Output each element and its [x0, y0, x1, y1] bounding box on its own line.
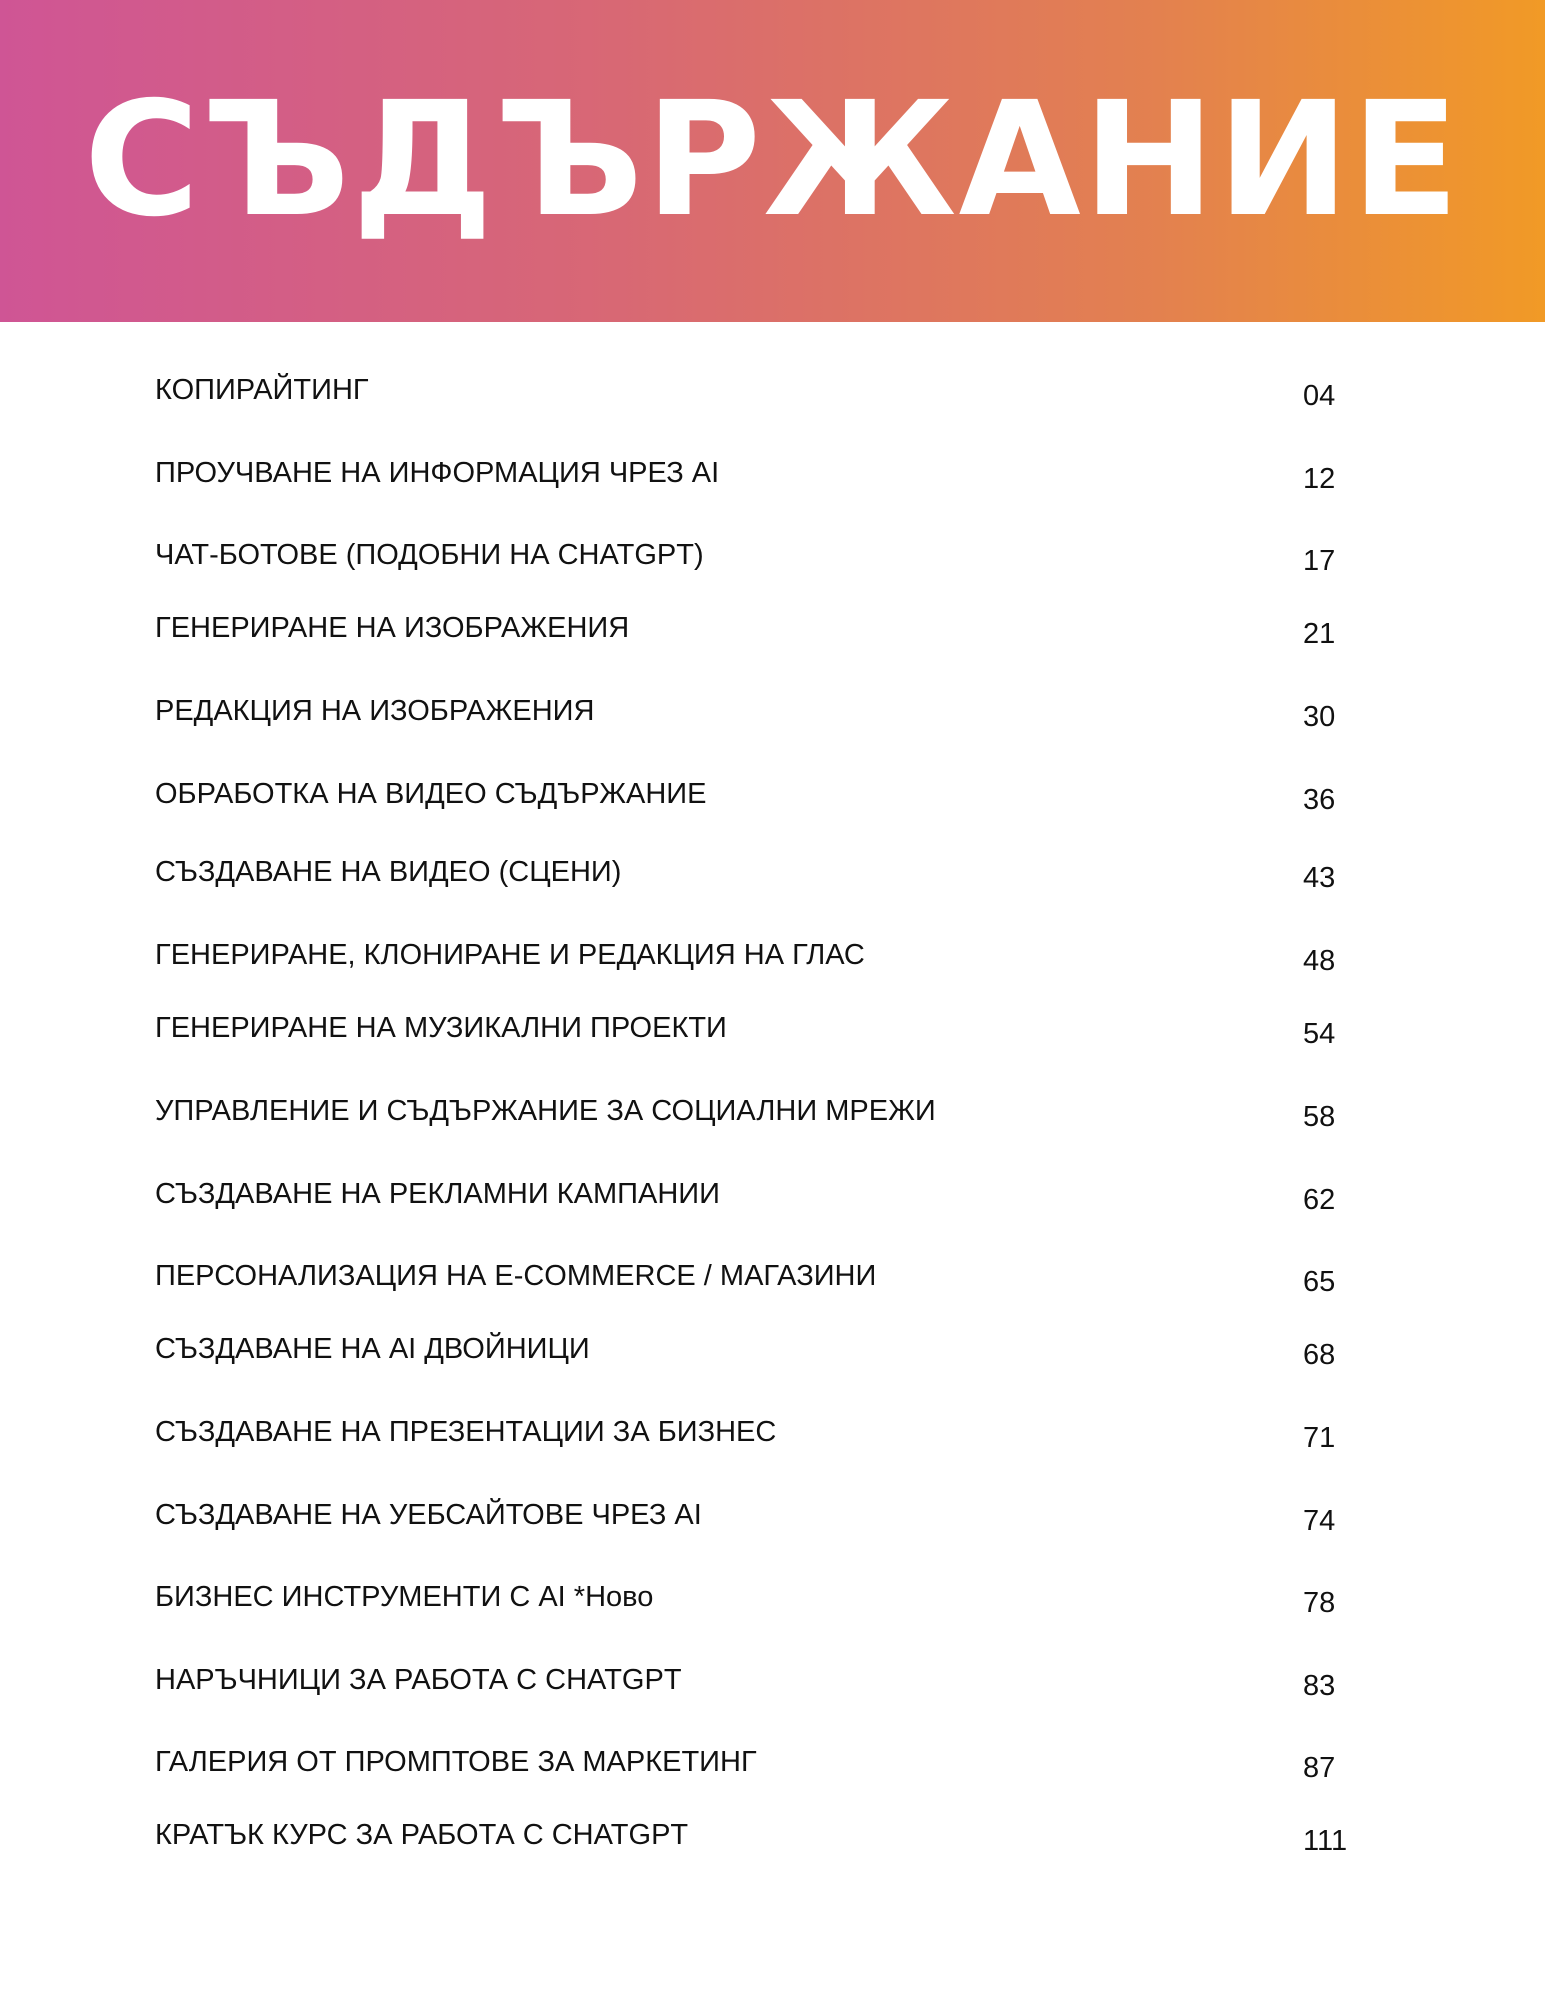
toc-item-page: 111 [1303, 1825, 1348, 1857]
toc-item-page: 87 [1303, 1752, 1336, 1784]
toc-item[interactable] [0, 691, 1545, 741]
toc-item[interactable] [0, 1495, 1545, 1545]
toc-item-page: 17 [1303, 545, 1336, 577]
toc-item[interactable] [0, 1008, 1545, 1058]
toc-item-label: ГАЛЕРИЯ ОТ ПРОМПТОВЕ ЗА МАРКЕТИНГ [155, 1746, 757, 1778]
toc-item[interactable] [0, 1412, 1545, 1462]
toc-item-page: 48 [1303, 945, 1336, 977]
toc-item-page: 62 [1303, 1184, 1336, 1216]
toc-item-label: БИЗНЕС ИНСТРУМЕНТИ С AI *Ново [155, 1581, 654, 1613]
toc-item[interactable] [0, 1815, 1545, 1865]
toc-item[interactable] [0, 453, 1545, 503]
toc-item-label: ЧАТ-БОТОВЕ (ПОДОБНИ НА CHATGPT) [155, 539, 704, 571]
toc-item-label: ГЕНЕРИРАНЕ НА МУЗИКАЛНИ ПРОЕКТИ [155, 1012, 727, 1044]
toc-item[interactable] [0, 370, 1545, 420]
toc-item-label: СЪЗДАВАНЕ НА УЕБСАЙТОВЕ ЧРЕЗ AI [155, 1499, 702, 1531]
toc-item-page: 71 [1303, 1422, 1336, 1454]
toc-item-label: КРАТЪК КУРС ЗА РАБОТА С CHATGPT [155, 1819, 689, 1851]
toc-item[interactable] [0, 774, 1545, 824]
toc-item-page: 65 [1303, 1266, 1336, 1298]
toc-item[interactable] [0, 1742, 1545, 1792]
toc-item-label: ПРОУЧВАНЕ НА ИНФОРМАЦИЯ ЧРЕЗ AI [155, 457, 720, 489]
toc-item-page: 78 [1303, 1587, 1336, 1619]
toc-item[interactable] [0, 1174, 1545, 1224]
toc-item-label: СЪЗДАВАНЕ НА РЕКЛАМНИ КАМПАНИИ [155, 1178, 720, 1210]
toc-item-label: ГЕНЕРИРАНЕ, КЛОНИРАНЕ И РЕДАКЦИЯ НА ГЛАС [155, 939, 865, 971]
toc-item-label: ПЕРСОНАЛИЗАЦИЯ НА E-COMMERCE / МАГАЗИНИ [155, 1260, 877, 1292]
toc-item-page: 21 [1303, 618, 1336, 650]
toc-item-page: 04 [1303, 380, 1336, 412]
toc-item-label: КОПИРАЙТИНГ [155, 374, 369, 406]
toc-item-page: 12 [1303, 463, 1336, 495]
toc-item-label: НАРЪЧНИЦИ ЗА РАБОТА С CHATGPT [155, 1664, 682, 1696]
toc-item-label: РЕДАКЦИЯ НА ИЗОБРАЖЕНИЯ [155, 695, 595, 727]
toc-item-page: 43 [1303, 862, 1336, 894]
toc-item[interactable] [0, 535, 1545, 585]
toc-item-label: ГЕНЕРИРАНЕ НА ИЗОБРАЖЕНИЯ [155, 612, 630, 644]
toc-item-page: 30 [1303, 701, 1336, 733]
toc-item[interactable] [0, 1329, 1545, 1379]
toc-item[interactable] [0, 852, 1545, 902]
toc-item-page: 74 [1303, 1505, 1336, 1537]
toc-item-label: СЪЗДАВАНЕ НА ПРЕЗЕНТАЦИИ ЗА БИЗНЕС [155, 1416, 777, 1448]
toc-item[interactable] [0, 1091, 1545, 1141]
toc-item-page: 54 [1303, 1018, 1336, 1050]
toc-item-label: ОБРАБОТКА НА ВИДЕО СЪДЪРЖАНИЕ [155, 778, 707, 810]
toc-item-label: СЪЗДАВАНЕ НА AI ДВОЙНИЦИ [155, 1333, 590, 1365]
toc-item[interactable] [0, 1577, 1545, 1627]
toc-item-page: 68 [1303, 1339, 1336, 1371]
toc-item[interactable] [0, 608, 1545, 658]
toc-item-label: УПРАВЛЕНИЕ И СЪДЪРЖАНИЕ ЗА СОЦИАЛНИ МРЕЖИ [155, 1095, 936, 1127]
page-title: СЪДЪРЖАНИЕ [83, 68, 1462, 252]
toc-item-page: 36 [1303, 784, 1336, 816]
toc-item[interactable] [0, 1256, 1545, 1306]
toc-item[interactable] [0, 935, 1545, 985]
toc-item-page: 58 [1303, 1101, 1336, 1133]
toc-item-label: СЪЗДАВАНЕ НА ВИДЕО (СЦЕНИ) [155, 856, 622, 888]
toc-item[interactable] [0, 1660, 1545, 1710]
toc-item-page: 83 [1303, 1670, 1336, 1702]
